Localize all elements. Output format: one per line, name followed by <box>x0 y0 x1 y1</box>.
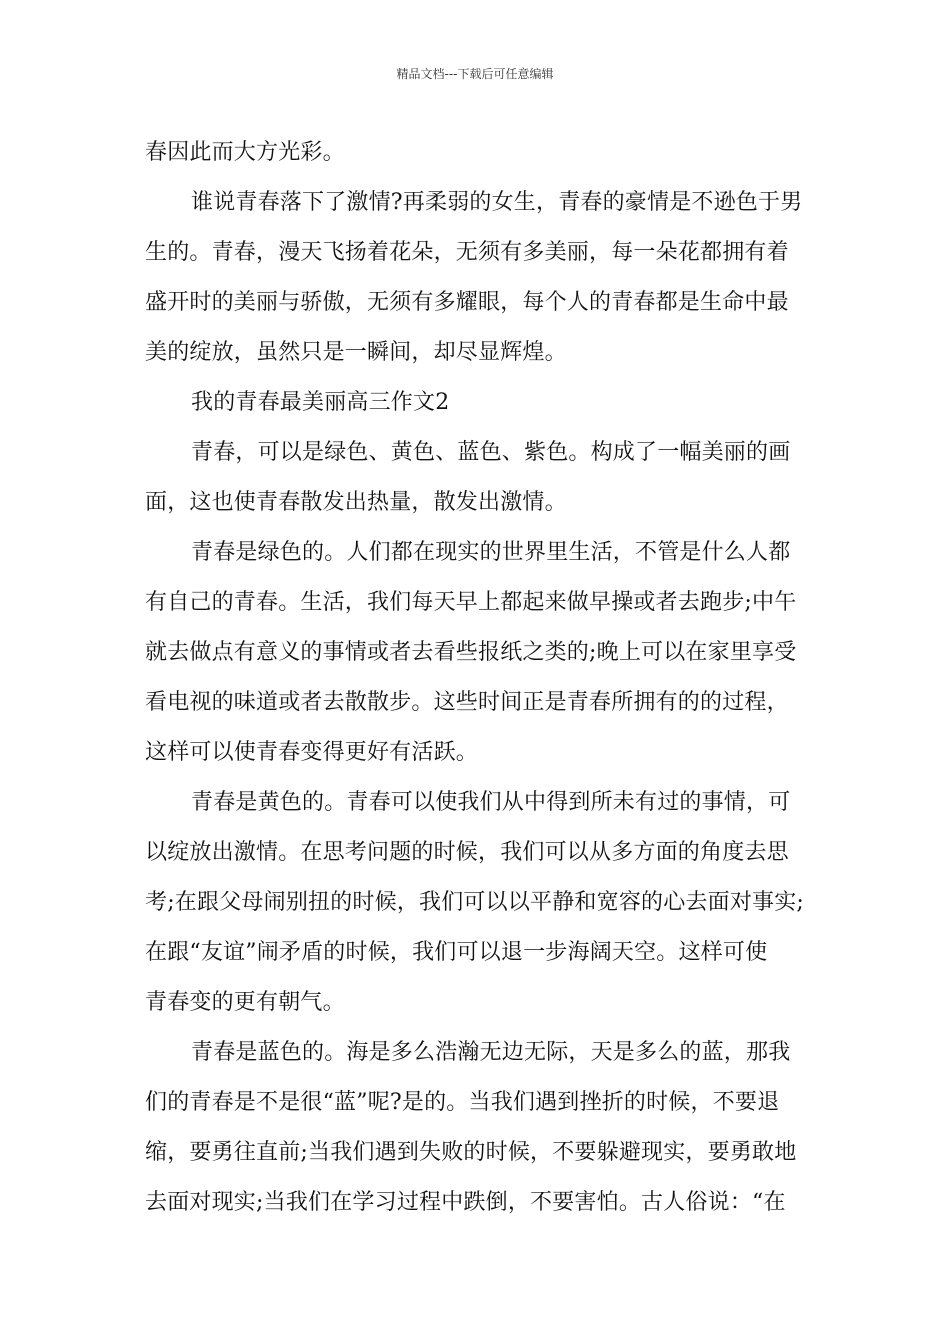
text-line: 去面对现实;当我们在学习过程中跌倒，不要害怕。古人俗说：“在 <box>145 1190 786 1215</box>
text-line: 春因此而大方光彩。 <box>145 140 345 165</box>
text-line: 看电视的味道或者去散散步。这些时间正是青春所拥有的的过程， <box>145 690 789 715</box>
text-line: 缩，要勇往直前;当我们遇到失败的时候，不要躲避现实，要勇敢地 <box>145 1140 797 1165</box>
text-line: 美的绽放，虽然只是一瞬间，却尽显辉煌。 <box>145 340 567 365</box>
text-line: 面，这也使青春散发出热量，散发出激情。 <box>145 490 567 515</box>
document-body <box>145 128 825 1228</box>
text-line: 在跟“友谊”闹矛盾的时候，我们可以退一步海阔天空。这样可使 <box>145 940 768 965</box>
text-line: 青春是黄色的。青春可以使我们从中得到所未有过的事情，可 <box>191 790 791 815</box>
text-line: 青春变的更有朝气。 <box>145 990 345 1015</box>
text-line: 青春是蓝色的。海是多么浩瀚无边无际，天是多么的蓝，那我 <box>191 1040 791 1065</box>
text-line: 就去做点有意义的事情或者去看些报纸之类的;晚上可以在家里享受 <box>145 640 797 665</box>
text-line: 考;在跟父母闹别扭的时候，我们可以以平静和宽容的心去面对事实; <box>145 890 805 915</box>
text-line: 以绽放出激情。在思考问题的时候，我们可以从多方面的角度去思 <box>145 840 789 865</box>
text-line: 青春，可以是绿色、黄色、蓝色、紫色。构成了一幅美丽的画 <box>191 440 791 465</box>
page-header: 精品文档---下载后可任意编辑 <box>396 67 554 81</box>
text-line: 这样可以使青春变得更好有活跃。 <box>145 740 479 765</box>
text-line: 盛开时的美丽与骄傲，无须有多耀眼，每个人的青春都是生命中最 <box>145 290 789 315</box>
text-line: 有自己的青春。生活，我们每天早上都起来做早操或者去跑步;中午 <box>145 590 797 615</box>
text-line: 生的。青春，漫天飞扬着花朵，无须有多美丽，每一朵花都拥有着 <box>145 240 789 265</box>
text-line: 们的青春是不是很“蓝”呢?是的。当我们遇到挫折的时候，不要退 <box>145 1090 780 1115</box>
section-heading: 我的青春最美丽高三作文2 <box>191 390 450 415</box>
text-line: 谁说青春落下了激情?再柔弱的女生，青春的豪情是不逊色于男 <box>191 190 803 215</box>
text-line: 青春是绿色的。人们都在现实的世界里生活，不管是什么人都 <box>191 540 791 565</box>
